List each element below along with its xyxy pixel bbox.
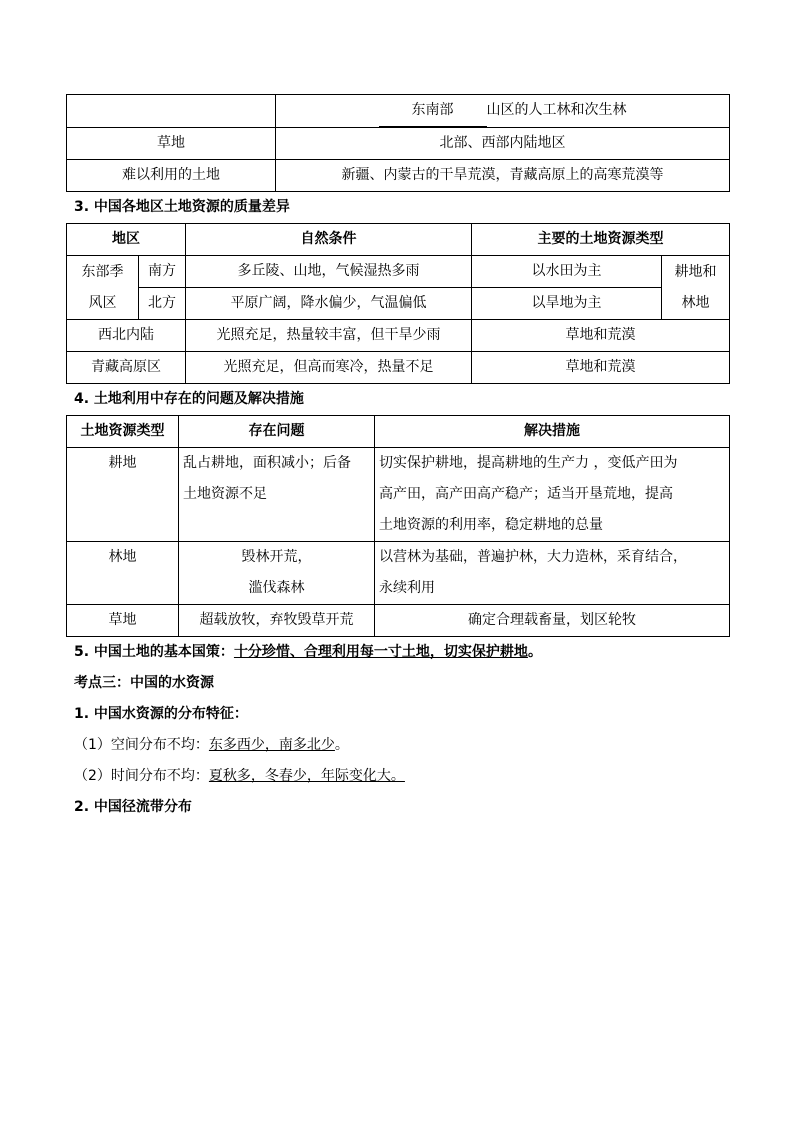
header-cell: 土地资源类型 bbox=[67, 416, 179, 448]
land-problems-table bbox=[66, 415, 730, 637]
table-cell bbox=[67, 95, 276, 128]
table-row bbox=[67, 160, 730, 192]
item-answer: 东多西少，南多北少 bbox=[208, 737, 335, 753]
table-row bbox=[67, 288, 730, 320]
table-cell: 以旱地为主 bbox=[472, 288, 662, 320]
table-cell: 草地 bbox=[67, 605, 179, 637]
cell-text: 新疆、内蒙古的干旱荒漠，青藏高原上的高寒荒漠等 bbox=[341, 167, 664, 183]
header-cell: 自然条件 bbox=[186, 224, 472, 256]
section-heading: 3. 中国各地区土地资源的质量差异 bbox=[74, 199, 290, 215]
table-cell: 以水田为主 bbox=[472, 256, 662, 288]
table-cell: 耕地 bbox=[67, 448, 179, 542]
table-cell bbox=[179, 542, 375, 605]
cell-text: 高产田，高产田高产稳产；适当开垦荒地，提高 bbox=[379, 486, 673, 502]
regional-quality-table bbox=[66, 223, 730, 384]
table-cell: 多丘陵、山地，气候湿热多雨 bbox=[186, 256, 472, 288]
cell-text: 林地 bbox=[681, 294, 710, 311]
table-row bbox=[67, 605, 730, 637]
table-cell bbox=[276, 95, 730, 128]
table-cell: 林地 bbox=[67, 542, 179, 605]
cell-text: 以营林为基础，普遍护林，大力造林，采育结合， bbox=[379, 549, 687, 565]
table-row bbox=[67, 542, 730, 605]
item-answer: 夏秋多，冬春少，年际变化大。 bbox=[208, 768, 405, 784]
header-cell: 解决措施 bbox=[375, 416, 730, 448]
policy-suffix: 。 bbox=[527, 644, 542, 660]
cell-text: 风区 bbox=[88, 294, 117, 311]
table-row bbox=[67, 256, 730, 288]
policy-answer: 十分珍惜、合理利用每一寸土地，切实保护耕地 bbox=[233, 644, 528, 660]
table-cell: 光照充足，但高而寒冷，热量不足 bbox=[186, 352, 472, 384]
table-cell: 平原广阔，降水偏少，气温偏低 bbox=[186, 288, 472, 320]
item-prefix: （1）空间分布不均： bbox=[74, 737, 209, 753]
policy-prefix: 5. 中国土地的基本国策： bbox=[74, 644, 234, 660]
section-heading: 2. 中国径流带分布 bbox=[74, 799, 192, 815]
water-item-1 bbox=[66, 730, 729, 761]
table-row bbox=[67, 128, 730, 160]
table-header-row bbox=[67, 416, 730, 448]
cell-text: 毁林开荒， bbox=[241, 549, 312, 565]
table-cell bbox=[375, 542, 730, 605]
table-cell bbox=[276, 160, 730, 192]
cell-text: 滥伐森林 bbox=[248, 580, 305, 596]
land-policy-line bbox=[66, 637, 729, 668]
land-distribution-table bbox=[66, 94, 730, 192]
table-cell: 南方 bbox=[139, 256, 186, 288]
table-cell bbox=[179, 448, 375, 542]
table-cell bbox=[662, 256, 730, 320]
table-cell: 草地和荒漠 bbox=[472, 320, 730, 352]
table-row bbox=[67, 95, 730, 128]
table-header-row bbox=[67, 224, 730, 256]
table-cell: 草地 bbox=[67, 128, 276, 160]
table-cell: 北部、西部内陆地区 bbox=[276, 128, 730, 160]
table-cell: 北方 bbox=[139, 288, 186, 320]
cell-text: 山区的人工林和次生林 bbox=[486, 102, 627, 118]
cell-text: 乱占耕地，面积减小；后备 bbox=[183, 455, 351, 471]
cell-text: 土地资源的利用率，稳定耕地的总量 bbox=[379, 517, 603, 533]
table-cell: 难以利用的土地 bbox=[67, 160, 276, 192]
table-cell: 超载放牧，弃牧毁草开荒 bbox=[179, 605, 375, 637]
filled-blank: 东南部 bbox=[379, 95, 487, 127]
section-heading: 1. 中国水资源的分布特征： bbox=[74, 706, 248, 722]
table-cell: 确定合理载畜量，划区轮牧 bbox=[375, 605, 730, 637]
table-row bbox=[67, 352, 730, 384]
header-cell: 存在问题 bbox=[179, 416, 375, 448]
item-suffix: 。 bbox=[334, 737, 349, 753]
document-page bbox=[66, 94, 729, 823]
water-item-2 bbox=[66, 761, 729, 792]
table-cell: 青藏高原区 bbox=[67, 352, 186, 384]
section-heading: 4. 土地利用中存在的问题及解决措施 bbox=[74, 391, 304, 407]
table-cell: 西北内陆 bbox=[67, 320, 186, 352]
cell-text: 永续利用 bbox=[379, 580, 435, 596]
table-row bbox=[67, 320, 730, 352]
item-prefix: （2）时间分布不均： bbox=[74, 768, 209, 784]
kaodian-heading: 考点三：中国的水资源 bbox=[74, 675, 214, 691]
table-cell bbox=[375, 448, 730, 542]
header-cell: 主要的土地资源类型 bbox=[472, 224, 730, 256]
cell-text: 土地资源不足 bbox=[183, 486, 267, 502]
table-row bbox=[67, 448, 730, 542]
table-cell: 光照充足，热量较丰富，但干旱少雨 bbox=[186, 320, 472, 352]
cell-text: 东部季 bbox=[81, 263, 124, 280]
cell-text: 耕地和 bbox=[674, 263, 717, 280]
cell-text: 切实保护耕地，提高耕地的生产力 ，变低产田为 bbox=[379, 455, 678, 471]
table-cell: 草地和荒漠 bbox=[472, 352, 730, 384]
table-cell bbox=[67, 256, 139, 320]
header-cell: 地区 bbox=[67, 224, 186, 256]
